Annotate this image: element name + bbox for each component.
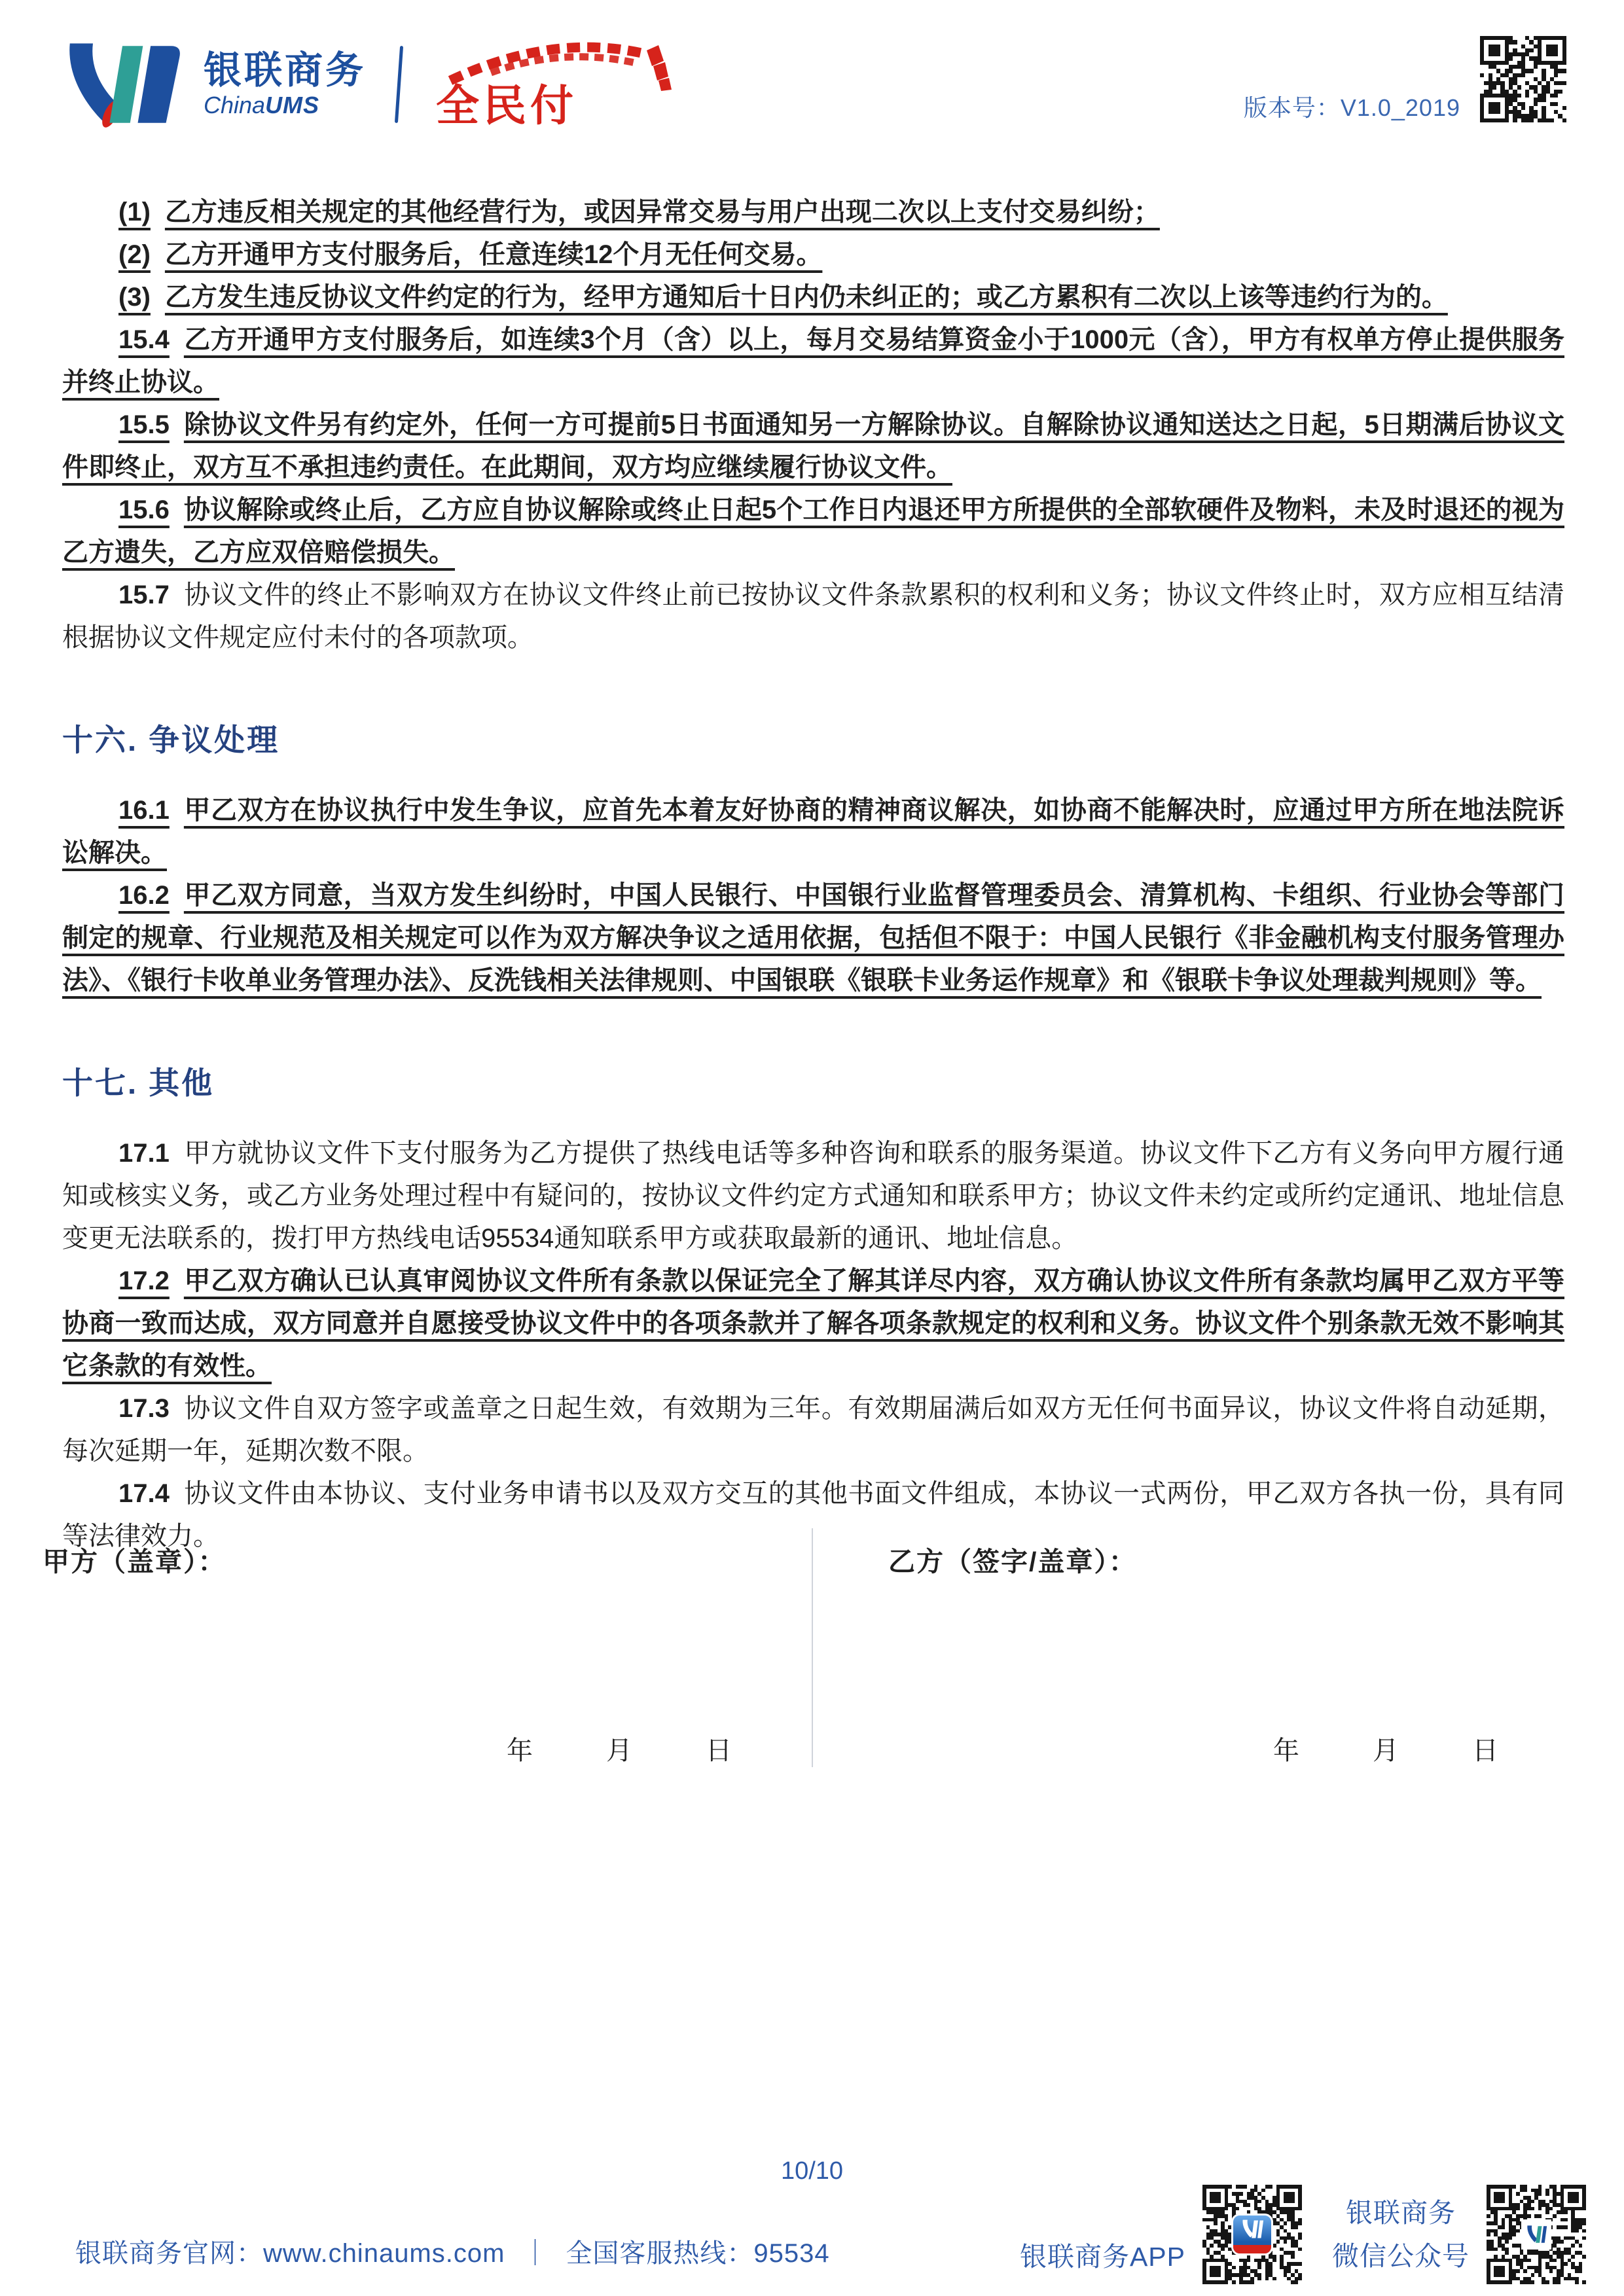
ums-mark-white-icon bbox=[1240, 2219, 1264, 2240]
quanminfu-logo bbox=[432, 36, 674, 133]
clause-text: 协议文件的终止不影响双方在协议文件终止前已按协议文件条款累积的权利和义务；协议文件终止时，双方应相互结清根据协议文件规定应付未付的各项款项。 bbox=[62, 581, 1564, 652]
party-b-date-line bbox=[1273, 1730, 1498, 1767]
clause-text: 协议解除或终止后，乙方应自协议解除或终止日起5个工作日内退还甲方所提供的全部软硬件及物料，未及时退还的视为乙方遗失，乙方应双倍赔偿损失。 bbox=[62, 495, 1564, 567]
clause-text: 乙方违反相关规定的其他经营行为，或因异常交易与用户出现二次以上支付交易纠纷； bbox=[164, 198, 1160, 226]
clause-text: 甲乙双方确认已认真审阅协议文件所有条款以保证完全了解其详尽内容，双方确认协议文件所有条款均属甲乙双方平等协商一致而达成，双方同意并自愿接受协议文件中的各项条款并了解各项条款规定的权利和义务。协议文件个别条款无效不影响其它条款的有效性。 bbox=[62, 1266, 1564, 1380]
party-b-signature-area bbox=[812, 1528, 1624, 1767]
month-label: 月 bbox=[606, 1736, 632, 1765]
app-qr-pair bbox=[1020, 2185, 1302, 2284]
signature-section bbox=[0, 1528, 1624, 1767]
app-qr-label: 银联商务APP bbox=[1019, 2242, 1185, 2272]
party-b-label: 乙方（签字/盖章）： bbox=[888, 1547, 1137, 1577]
clause-text: 除协议文件另有约定外，任何一方可提前5日书面通知另一方解除协议。自解除协议通知送达之日起，5日期满后协议文件即终止，双方互不承担违约责任。在此期间，双方均应继续履行协议文件。 bbox=[62, 410, 1564, 482]
clause-text: 甲方就协议文件下支付服务为乙方提供了热线电话等多种咨询和联系的服务渠道。协议文件下乙方有义务向甲方履行通知或核实义务，或乙方业务处理过程中有疑问的，按协议文件约定方式通知和联系甲方；协议文件未约定或所约定通讯、地址信息变更无法联系的，拨打甲方热线电话95534通知联系甲方或获取最新的通讯、地址信息。 bbox=[62, 1139, 1564, 1253]
clause-number: 16.2 bbox=[118, 881, 170, 910]
clause-15-7 bbox=[62, 574, 1564, 659]
day-label: 日 bbox=[1472, 1736, 1498, 1765]
section-17-title: 十七. 其他 bbox=[62, 1066, 215, 1100]
page-footer bbox=[75, 2185, 1586, 2284]
clause-16-1 bbox=[62, 789, 1564, 874]
ums-mark-blue-icon bbox=[1525, 2225, 1547, 2244]
brand-divider bbox=[395, 46, 403, 123]
app-icon-ribbon bbox=[1233, 2245, 1271, 2253]
footer-separator: ｜ bbox=[522, 2239, 549, 2268]
year-label: 年 bbox=[507, 1736, 533, 1765]
header-qr-code-icon bbox=[1480, 36, 1566, 122]
clause-17-2 bbox=[62, 1260, 1564, 1388]
day-label: 日 bbox=[706, 1736, 732, 1765]
clause-text: 协议文件由本协议、支付业务申请书以及双方交互的其他书面文件组成，本协议一式两份，甲乙双方各执一份，具有同等法律效力。 bbox=[62, 1479, 1564, 1551]
brand-lockup bbox=[62, 36, 674, 133]
footer-hotline-label: 全国客服热线：95534 bbox=[566, 2239, 830, 2268]
clause-number: 15.4 bbox=[118, 325, 170, 354]
clause-number: 15.5 bbox=[118, 410, 170, 439]
party-a-label: 甲方（盖章）： bbox=[43, 1547, 226, 1577]
clause-item-1 bbox=[62, 191, 1564, 234]
clause-number: 17.4 bbox=[118, 1479, 170, 1508]
clause-item-3 bbox=[62, 276, 1564, 319]
clause-text: 乙方开通甲方支付服务后，任意连续12个月无任何交易。 bbox=[164, 240, 823, 269]
wechat-qr-wrap bbox=[1487, 2185, 1586, 2284]
brand-name-en: ChinaUMS bbox=[204, 92, 320, 118]
clause-text: 协议文件自双方签字或盖章之日起生效，有效期为三年。有效期届满后如双方无任何书面异议，协议文件将自动延期，每次延期一年，延期次数不限。 bbox=[62, 1394, 1564, 1465]
brand-name-cn: 银联商务 bbox=[204, 49, 367, 92]
footer-qr-group bbox=[1020, 2185, 1586, 2284]
clause-number: (2) bbox=[118, 240, 151, 269]
party-a-date-line bbox=[507, 1730, 732, 1767]
section-16-title: 十六. 争议处理 bbox=[62, 723, 280, 757]
month-label: 月 bbox=[1373, 1736, 1399, 1765]
clause-number: (1) bbox=[118, 198, 151, 226]
clause-17-3 bbox=[62, 1388, 1564, 1473]
clause-item-2 bbox=[62, 234, 1564, 276]
clause-text: 甲乙双方同意，当双方发生纠纷时，中国人民银行、中国银行业监督管理委员会、清算机构、卡组织、行业协会等部门制定的规章、行业规范及相关规定可以作为双方解决争议之适用依据，包括但不限于：中国人民银行《非金融机构支付服务管理办法》、《银行卡收单业务管理办法》、反洗钱相关法律规则、中国银联《银联卡业务运作规章》和《银联卡争议处理裁判规则》等。 bbox=[62, 881, 1564, 995]
clause-16-2 bbox=[62, 874, 1564, 1002]
clause-number: 17.1 bbox=[118, 1139, 170, 1168]
header-right bbox=[1244, 36, 1566, 122]
clause-number: 16.1 bbox=[118, 796, 170, 825]
wechat-qr-center-logo bbox=[1521, 2219, 1551, 2250]
clause-number: 17.2 bbox=[118, 1266, 170, 1295]
clause-text: 乙方发生违反协议文件约定的行为，经甲方通知后十日内仍未纠正的；或乙方累积有二次以上该等违约行为的。 bbox=[164, 283, 1448, 312]
page-number: 10/10 bbox=[780, 2157, 844, 2185]
clause-number: 15.7 bbox=[118, 581, 170, 609]
footer-site-label: 银联商务官网：www.chinaums.com bbox=[75, 2239, 505, 2268]
product-name: 全民付 bbox=[436, 81, 578, 130]
chinaums-logo-icon bbox=[62, 41, 184, 128]
clause-text: 乙方开通甲方支付服务后，如连续3个月（含）以上，每月交易结算资金小于1000元（含），甲方有权单方停止提供服务并终止协议。 bbox=[62, 325, 1564, 397]
clause-text: 甲乙双方在协议执行中发生争议，应首先本着友好协商的精神商议解决，如协商不能解决时，应通过甲方所在地法院诉讼解决。 bbox=[62, 796, 1564, 867]
clause-number: (3) bbox=[118, 283, 151, 312]
clause-number: 17.3 bbox=[118, 1394, 170, 1423]
ums-app-icon bbox=[1231, 2214, 1273, 2255]
clause-number: 15.6 bbox=[118, 495, 170, 524]
clause-17-1 bbox=[62, 1132, 1564, 1260]
page-header bbox=[62, 36, 1566, 133]
wechat-qr-pair bbox=[1332, 2185, 1586, 2284]
year-label: 年 bbox=[1273, 1736, 1299, 1765]
footer-contact-line bbox=[75, 2233, 830, 2270]
app-qr-wrap bbox=[1202, 2185, 1302, 2284]
wechat-qr-label: 银联商务 微信公众号 bbox=[1332, 2198, 1470, 2271]
version-label: 版本号：V1.0_2019 bbox=[1243, 94, 1460, 121]
clause-15-5 bbox=[62, 404, 1564, 489]
clause-15-6 bbox=[62, 489, 1564, 574]
party-a-signature-area bbox=[0, 1528, 812, 1767]
clause-15-4 bbox=[62, 319, 1564, 404]
brand-text bbox=[204, 49, 367, 118]
contract-body bbox=[62, 191, 1564, 1558]
